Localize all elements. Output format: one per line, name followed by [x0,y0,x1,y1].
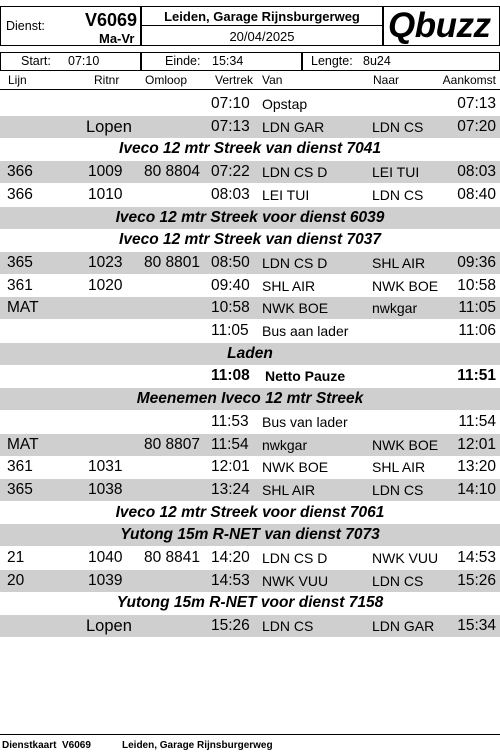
lijn-cell: 365 [7,253,33,271]
trip-row [0,547,500,569]
trip-row [0,161,500,183]
aankomst-cell: 07:13 [457,95,496,112]
lijn-cell: 365 [7,480,33,498]
einde-box [141,52,302,71]
trip-row [0,320,500,342]
ritnr-cell: 1039 [88,571,123,589]
lijn-cell: 366 [7,185,33,203]
aankomst-cell: 11:54 [458,412,496,430]
trip-row [0,252,500,274]
vertrek-cell: 10:58 [211,299,250,317]
section-title: Iveco 12 mtr Streek van dienst 7041 [119,140,381,158]
van-cell: SHL AIR [262,481,316,498]
section-title-row [0,207,500,229]
trip-row [0,479,500,501]
van-cell: nwkgar [262,436,308,453]
pause-end: 11:51 [457,367,496,385]
section-title: Iveco 12 mtr Streek voor dienst 6039 [115,208,385,226]
vertrek-cell: 08:03 [211,185,250,203]
trip-row [0,93,500,115]
footer-label: Dienstkaart [2,740,57,751]
location-box [141,6,383,26]
lengte-label: Lengte: [311,54,353,68]
lijn-cell: MAT [7,435,39,453]
vertrek-cell: 09:40 [211,276,250,294]
van-cell: LDN CS D [262,550,328,566]
aankomst-cell: 11:06 [458,322,496,339]
lijn-cell: 366 [7,163,33,181]
col-van: Van [262,73,283,87]
schedule-date: 20/04/2025 [229,29,295,44]
vertrek-cell: 14:53 [211,571,250,589]
einde-time: 15:34 [212,54,244,68]
aankomst-cell: 14:53 [457,549,496,566]
naar-cell: LDN CS [372,118,424,135]
aankomst-cell: 13:20 [457,458,496,476]
section-title: Laden [227,344,273,362]
section-title-row [0,138,500,160]
omloop-cell: 80 8807 [144,435,201,453]
van-cell: SHL AIR [262,277,316,294]
vertrek-cell: 11:54 [211,435,249,453]
section-title-row [0,229,500,251]
van-cell: Opstap [262,96,308,112]
aankomst-cell: 15:26 [457,571,496,589]
vertrek-cell: 14:20 [211,549,250,566]
einde-label: Einde: [165,54,201,68]
location-name: Leiden, Garage Rijnsburgerweg [164,9,360,24]
section-title: Iveco 12 mtr Streek voor dienst 7061 [115,503,385,521]
aankomst-cell: 12:01 [457,435,496,453]
van-cell: NWK BOE [262,459,329,476]
vertrek-cell: 15:26 [211,617,250,635]
lijn-cell: 361 [7,458,33,476]
vertrek-cell: 11:05 [211,322,249,339]
naar-cell: NWK VUU [372,550,439,566]
aankomst-cell: 08:03 [457,163,496,181]
col-aankomst: Aankomst [442,73,496,87]
van-cell: Bus van lader [262,413,348,430]
section-title: Iveco 12 mtr Streek van dienst 7037 [119,231,381,249]
pause-row [0,365,500,387]
vertrek-cell: 12:01 [211,458,250,476]
naar-cell: LDN GAR [372,618,435,635]
start-label: Start: [21,54,51,68]
dienst-box [0,6,141,46]
pause-start: 11:08 [211,367,250,385]
omloop-cell: 80 8841 [144,549,201,566]
van-cell: LEI TUI [262,186,310,203]
ritnr-cell: 1020 [88,276,123,294]
lijn-cell: 21 [7,549,25,566]
section-title: Yutong 15m R-NET van dienst 7073 [120,526,380,544]
naar-cell: NWK BOE [372,277,439,294]
naar-cell: LEI TUI [372,164,420,181]
naar-cell: LDN CS [372,186,424,203]
naar-cell: LDN CS [372,572,424,589]
start-box [0,52,141,71]
vertrek-cell: 07:22 [211,163,250,181]
trip-row [0,456,500,478]
van-cell: LDN CS D [262,254,328,271]
col-ritnr: Ritnr [94,73,120,87]
van-cell: NWK VUU [262,572,329,589]
trip-row [0,434,500,456]
trip-row [0,184,500,206]
footer-rule [0,734,500,735]
ritnr-cell: 1009 [88,163,123,181]
start-time: 07:10 [68,54,100,68]
aankomst-cell: 08:40 [457,185,496,203]
col-vertrek: Vertrek [215,73,254,87]
ritnr-cell: 1031 [88,458,123,476]
ritnr-cell: 1010 [88,185,123,203]
footer-code: V6069 [62,740,91,751]
ritnr-cell: 1040 [88,549,123,566]
lengte-box [302,52,500,71]
date-box [141,25,383,46]
van-cell: NWK BOE [262,300,329,317]
naar-cell: SHL AIR [372,254,426,271]
section-title-row [0,502,500,524]
section-title-row [0,343,500,365]
vertrek-cell: 07:13 [211,117,250,135]
van-cell: Bus aan lader [262,323,349,339]
vertrek-cell: 07:10 [211,95,250,112]
logo-box [383,6,500,46]
trip-row [0,297,500,319]
lijn-cell: 20 [7,571,25,589]
col-lijn: Lijn [8,73,27,87]
section-title: Yutong 15m R-NET voor dienst 7158 [116,594,384,612]
trip-row [0,275,500,297]
vertrek-cell: 11:53 [211,412,249,430]
vertrek-cell: 08:50 [211,253,250,271]
lijn-cell: 361 [7,276,33,294]
trip-row [0,411,500,433]
naar-cell: LDN CS [372,481,424,498]
trip-row [0,570,500,592]
omloop-cell: 80 8804 [144,163,201,181]
column-header [0,72,500,90]
section-title: Meenemen Iveco 12 mtr Streek [136,390,364,408]
walk-row [0,615,500,637]
col-naar: Naar [373,73,400,87]
section-title-row [0,524,500,546]
vertrek-cell: 13:24 [211,480,250,498]
col-omloop: Omloop [145,73,188,87]
naar-cell: nwkgar [372,300,418,317]
dienst-code: V6069 [85,10,138,30]
section-title-row [0,592,500,614]
aankomst-cell: 11:05 [458,299,496,317]
walk-label: Lopen [86,117,132,136]
qbuzz-logo: Qbuzz [388,6,491,45]
footer-location: Leiden, Garage Rijnsburgerweg [122,740,273,751]
dienst-days: Ma-Vr [99,31,135,46]
naar-cell: SHL AIR [372,459,426,476]
van-cell: LDN CS [262,618,314,635]
lengte-value: 8u24 [363,54,391,68]
aankomst-cell: 09:36 [457,253,496,271]
van-cell: LDN CS D [262,164,328,181]
dienst-label: Dienst: [6,19,45,33]
lijn-cell: MAT [7,299,39,317]
aankomst-cell: 14:10 [457,480,496,498]
section-title-row [0,388,500,410]
walk-row [0,116,500,138]
ritnr-cell: 1023 [88,253,123,271]
pause-label: Netto Pauze [265,368,346,385]
van-cell: LDN GAR [262,118,325,135]
aankomst-cell: 15:34 [457,617,496,635]
ritnr-cell: 1038 [88,480,123,498]
omloop-cell: 80 8801 [144,253,201,271]
naar-cell: NWK BOE [372,436,439,453]
aankomst-cell: 07:20 [457,117,496,135]
aankomst-cell: 10:58 [457,276,496,294]
walk-label: Lopen [86,617,132,636]
